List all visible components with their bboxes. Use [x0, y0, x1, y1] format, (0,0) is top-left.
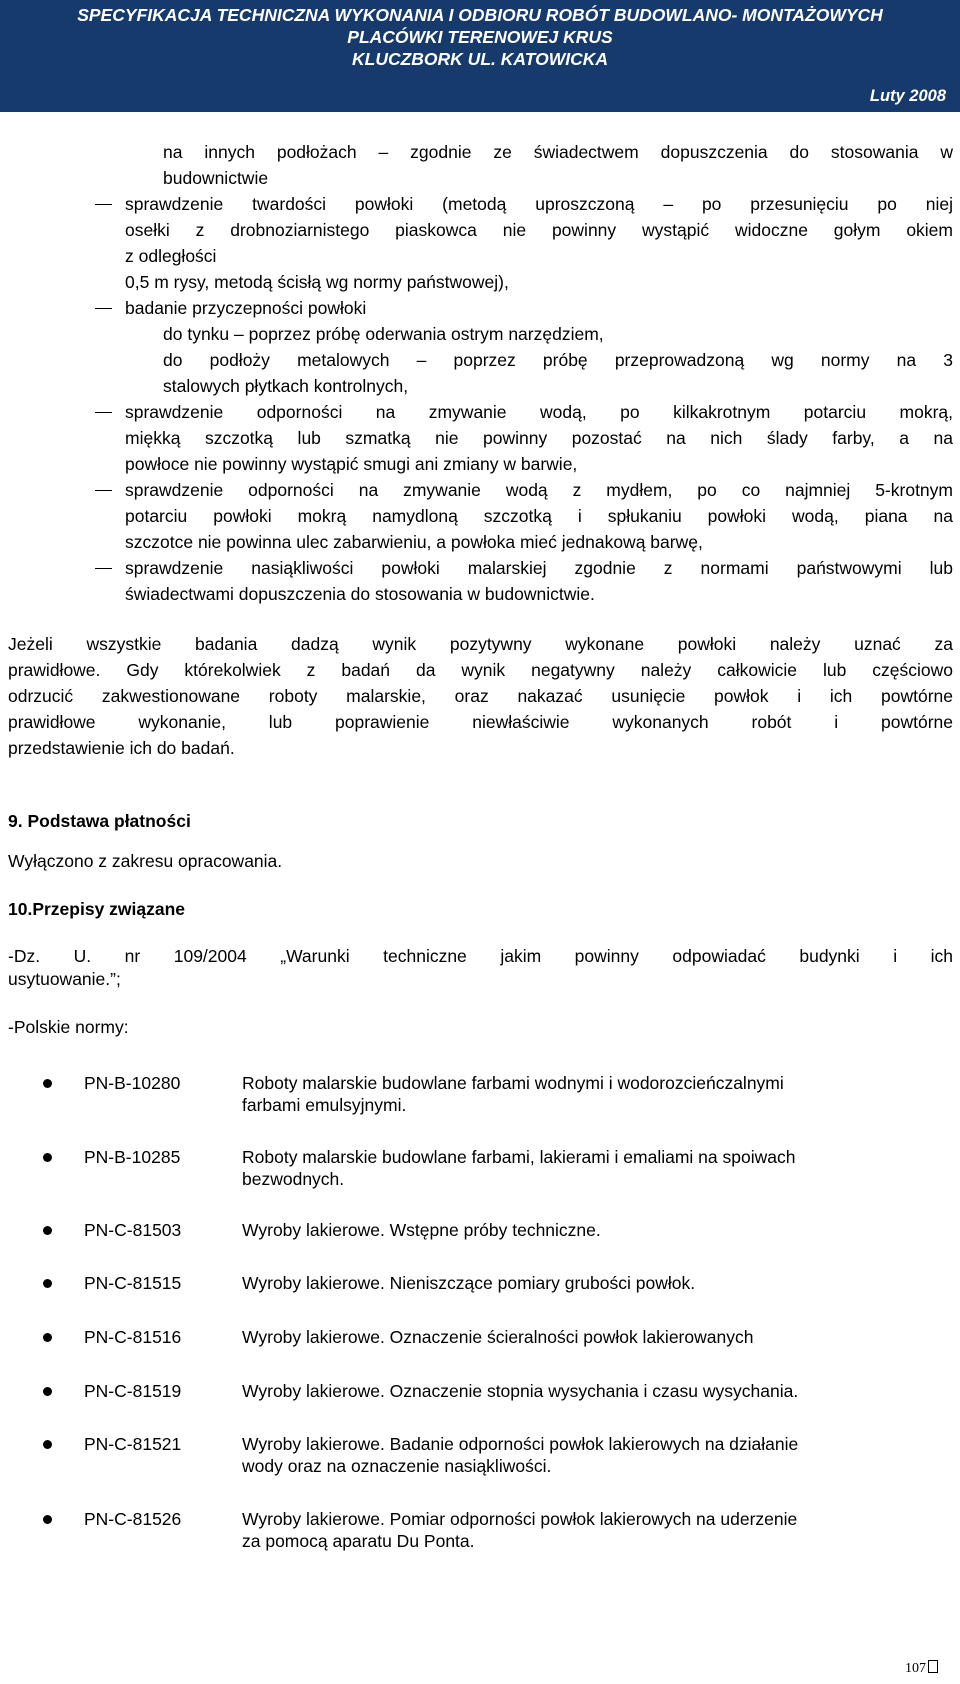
- norm-description-cont: farbami emulsyjnymi.: [242, 1095, 407, 1115]
- text-line: szczotce nie powinna ulec zabarwieniu, a powłoka mieć jednakową barwę,: [125, 532, 703, 552]
- norm-code: PN-B-10280: [84, 1073, 181, 1093]
- list-dash: [95, 204, 112, 205]
- text-line: sprawdzenie odporności na zmywanie wodą, po kilkakrotnym potarciu mokrą,: [125, 402, 953, 422]
- paragraph-line: Jeżeli wszystkie badania dadzą wynik pozytywny wykonane powłoki należy uznać za: [8, 634, 953, 654]
- page-number-text: 107: [905, 1661, 926, 1676]
- regulation-line: usytuowanie.”;: [8, 969, 121, 989]
- section-heading-9: 9. Podstawa płatności: [8, 811, 191, 831]
- header-title-line-1: SPECYFIKACJA TECHNICZNA WYKONANIA I ODBIORU ROBÓT BUDOWLANO- MONTAŻOWYCH: [77, 5, 883, 25]
- norm-code: PN-C-81516: [84, 1327, 182, 1347]
- section-9-text: Wyłączono z zakresu opracowania.: [8, 851, 283, 871]
- norm-code: PN-C-81503: [84, 1220, 182, 1240]
- text-line: sprawdzenie odporności na zmywanie wodą z mydłem, po co najmniej 5-krotnym: [125, 480, 953, 500]
- header-date: Luty 2008: [869, 87, 946, 105]
- bullet: [43, 1387, 52, 1396]
- header-date-bar: [0, 84, 960, 112]
- norm-code: PN-C-81515: [84, 1273, 182, 1293]
- norm-code: PN-C-81519: [84, 1381, 182, 1401]
- text-line: do tynku – poprzez próbę oderwania ostrym narzędziem,: [163, 324, 604, 344]
- header-title-line-3: KLUCZBORK UL. KATOWICKA: [352, 49, 608, 69]
- norm-description: Wyroby lakierowe. Oznaczenie ścieralności powłok lakierowanych: [242, 1327, 754, 1347]
- norm-code: PN-C-81521: [84, 1434, 182, 1454]
- list-dash: [95, 568, 112, 569]
- text-line: miękką szczotką lub szmatką nie powinny pozostać na nich ślady farby, a na: [125, 428, 953, 448]
- norm-description: Wyroby lakierowe. Oznaczenie stopnia wysychania i czasu wysychania.: [242, 1381, 799, 1401]
- list-dash: [95, 308, 112, 309]
- bullet: [43, 1153, 52, 1162]
- bullet: [43, 1515, 52, 1524]
- list-dash: [95, 412, 112, 413]
- header-title-line-2: PLACÓWKI TERENOWEJ KRUS: [347, 27, 613, 47]
- text-line: sprawdzenie twardości powłoki (metodą uproszczoną – po przesunięciu po niej: [125, 194, 953, 214]
- norm-description: Roboty malarskie budowlane farbami wodnymi i wodorozcieńczalnymi: [242, 1073, 784, 1093]
- paragraph-line: prawidłowe. Gdy którekolwiek z badań da wynik negatywny należy całkowicie lub częściowo: [8, 660, 953, 680]
- text-line: osełki z drobnoziarnistego piaskowca nie powinny wystąpić widoczne gołym okiem: [125, 220, 953, 240]
- text-line: świadectwami dopuszczenia do stosowania w budownictwie.: [125, 584, 595, 604]
- norm-description: Wyroby lakierowe. Wstępne próby techniczne.: [242, 1220, 601, 1240]
- missing-glyph-icon: [928, 1660, 938, 1673]
- page-header: [0, 0, 960, 84]
- text-line: 0,5 m rysy, metodą ścisłą wg normy państwowej),: [125, 272, 509, 292]
- list-dash: [95, 490, 112, 491]
- paragraph-line: przedstawienie ich do badań.: [8, 738, 235, 758]
- regulation-line: -Dz. U. nr 109/2004 „Warunki techniczne jakim powinny odpowiadać budynki i ich: [8, 946, 953, 966]
- text-line: stalowych płytkach kontrolnych,: [163, 376, 409, 396]
- bullet: [43, 1226, 52, 1235]
- norm-description: Wyroby lakierowe. Nieniszczące pomiary grubości powłok.: [242, 1273, 696, 1293]
- paragraph-line: prawidłowe wykonanie, lub poprawienie niewłaściwie wykonanych robót i powtórne: [8, 712, 953, 732]
- norm-code: PN-C-81526: [84, 1509, 182, 1529]
- norm-description-cont: bezwodnych.: [242, 1169, 345, 1189]
- text-line: budownictwie: [163, 168, 269, 188]
- text-line: sprawdzenie nasiąkliwości powłoki malarskiej zgodnie z normami państwowymi lub: [125, 558, 953, 578]
- bullet: [43, 1440, 52, 1449]
- text-line: z odległości: [125, 246, 217, 266]
- page-number: [905, 1660, 938, 1677]
- text-line: na innych podłożach – zgodnie ze świadectwem dopuszczenia do stosowania w: [163, 142, 953, 162]
- text-line: potarciu powłoki mokrą namydloną szczotką i spłukaniu powłoki wodą, piana na: [125, 506, 953, 526]
- norm-description: Wyroby lakierowe. Badanie odporności powłok lakierowych na działanie: [242, 1434, 799, 1454]
- norm-description-cont: wody oraz na oznaczenie nasiąkliwości.: [242, 1456, 552, 1476]
- text-line: powłoce nie powinny wystąpić smugi ani zmiany w barwie,: [125, 454, 578, 474]
- norm-description-cont: za pomocą aparatu Du Ponta.: [242, 1531, 475, 1551]
- norm-description: Wyroby lakierowe. Pomiar odporności powłok lakierowych na uderzenie: [242, 1509, 798, 1529]
- paragraph-line: odrzucić zakwestionowane roboty malarskie, oraz nakazać usunięcie powłok i ich powtórne: [8, 686, 953, 706]
- norm-description: Roboty malarskie budowlane farbami, lakierami i emaliami na spoiwach: [242, 1147, 796, 1167]
- text-line: do podłoży metalowych – poprzez próbę przeprowadzoną wg normy na 3: [163, 350, 953, 370]
- standards-label: -Polskie normy:: [8, 1017, 129, 1037]
- bullet: [43, 1279, 52, 1288]
- text-line: badanie przyczepności powłoki: [125, 298, 367, 318]
- bullet: [43, 1333, 52, 1342]
- norm-code: PN-B-10285: [84, 1147, 181, 1167]
- bullet: [43, 1079, 52, 1088]
- section-heading-10: 10.Przepisy związane: [8, 899, 186, 919]
